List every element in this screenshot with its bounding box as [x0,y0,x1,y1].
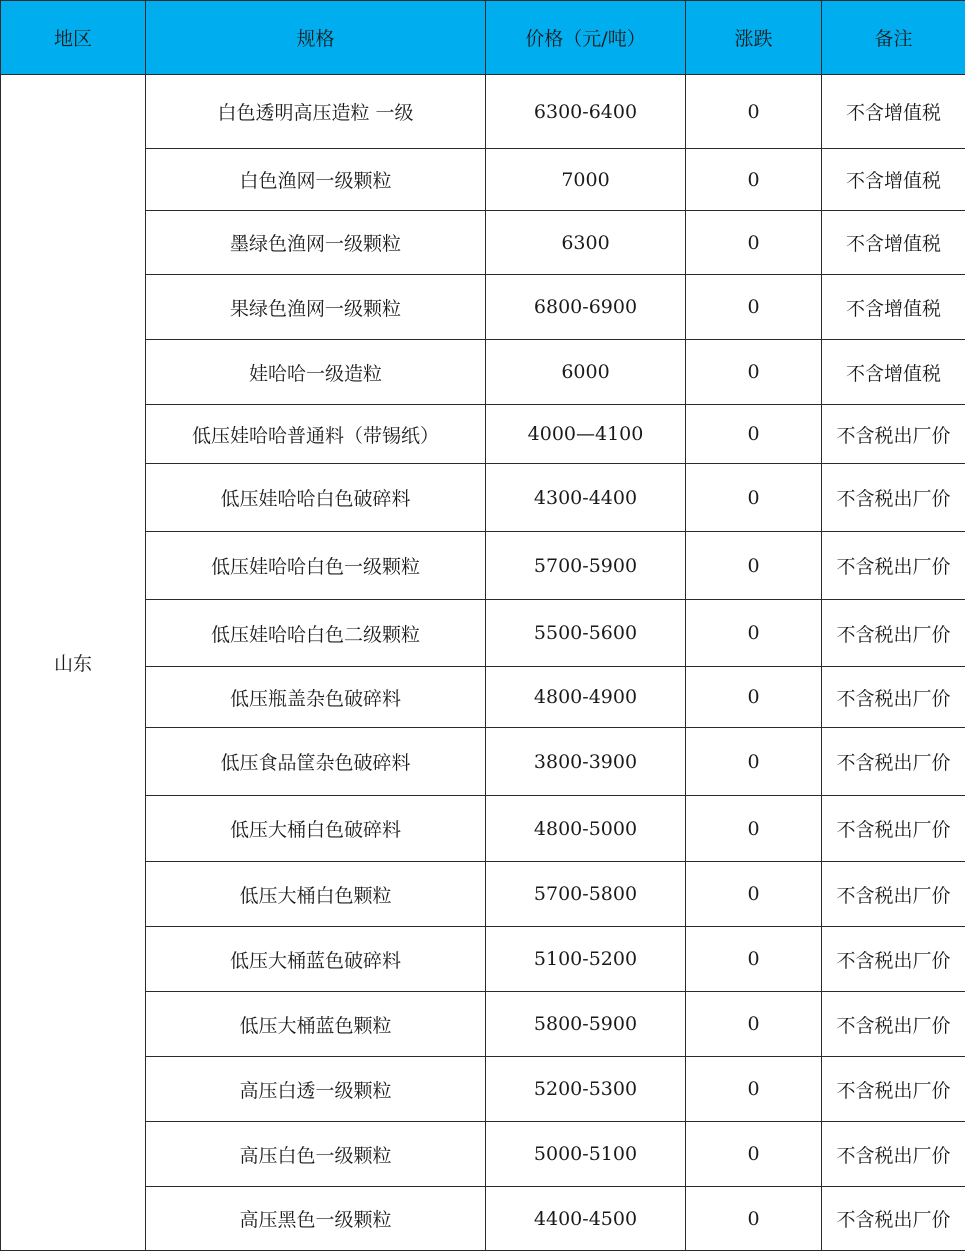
change-cell: 0 [686,405,822,464]
note-cell: 不含税出厂价 [822,862,965,927]
table-row [1,405,965,464]
region-cell: 山东 [1,75,146,1251]
price-cell: 6800-6900 [486,275,686,340]
spec-cell: 果绿色渔网一级颗粒 [146,275,486,340]
note-cell: 不含税出厂价 [822,992,965,1057]
table-row [1,600,965,667]
header-region: 地区 [1,1,146,75]
table-row [1,992,965,1057]
change-cell: 0 [686,667,822,728]
note-cell: 不含税出厂价 [822,405,965,464]
header-price: 价格（元/吨） [486,1,686,75]
table-row [1,1122,965,1187]
price-cell: 6300 [486,211,686,275]
spec-cell: 低压瓶盖杂色破碎料 [146,667,486,728]
price-cell: 5700-5800 [486,862,686,927]
table-row [1,340,965,405]
price-cell: 4000—4100 [486,405,686,464]
change-cell: 0 [686,275,822,340]
spec-cell: 白色透明高压造粒 一级 [146,75,486,149]
table-row [1,927,965,992]
table-row [1,1057,965,1122]
table-row [1,796,965,862]
change-cell: 0 [686,464,822,532]
spec-cell: 低压娃哈哈普通料（带锡纸） [146,405,486,464]
note-cell: 不含税出厂价 [822,1057,965,1122]
table-row [1,464,965,532]
header-change: 涨跌 [686,1,822,75]
note-cell: 不含税出厂价 [822,464,965,532]
table-row [1,75,965,149]
price-cell: 6000 [486,340,686,405]
header-note: 备注 [822,1,965,75]
note-cell: 不含税出厂价 [822,1122,965,1187]
change-cell: 0 [686,600,822,667]
price-cell: 5100-5200 [486,927,686,992]
price-cell: 4400-4500 [486,1187,686,1251]
spec-cell: 娃哈哈一级造粒 [146,340,486,405]
header-spec: 规格 [146,1,486,75]
spec-cell: 低压娃哈哈白色一级颗粒 [146,532,486,600]
table-row [1,667,965,728]
note-cell: 不含税出厂价 [822,1187,965,1251]
note-cell: 不含税出厂价 [822,667,965,728]
spec-cell: 高压白透一级颗粒 [146,1057,486,1122]
change-cell: 0 [686,728,822,796]
price-cell: 6300-6400 [486,75,686,149]
note-cell: 不含税出厂价 [822,927,965,992]
header-row [1,1,965,75]
note-cell: 不含税出厂价 [822,600,965,667]
price-cell: 4300-4400 [486,464,686,532]
change-cell: 0 [686,211,822,275]
change-cell: 0 [686,862,822,927]
change-cell: 0 [686,340,822,405]
spec-cell: 高压白色一级颗粒 [146,1122,486,1187]
change-cell: 0 [686,75,822,149]
change-cell: 0 [686,149,822,211]
spec-cell: 低压大桶白色颗粒 [146,862,486,927]
change-cell: 0 [686,1187,822,1251]
price-cell: 5200-5300 [486,1057,686,1122]
table-row [1,862,965,927]
table-row [1,149,965,211]
note-cell: 不含税出厂价 [822,796,965,862]
change-cell: 0 [686,532,822,600]
spec-cell: 墨绿色渔网一级颗粒 [146,211,486,275]
spec-cell: 高压黑色一级颗粒 [146,1187,486,1251]
table-row [1,211,965,275]
price-cell: 4800-5000 [486,796,686,862]
price-cell: 4800-4900 [486,667,686,728]
note-cell: 不含税出厂价 [822,728,965,796]
spec-cell: 低压大桶白色破碎料 [146,796,486,862]
change-cell: 0 [686,796,822,862]
table-row [1,1187,965,1251]
price-cell: 5000-5100 [486,1122,686,1187]
note-cell: 不含增值税 [822,149,965,211]
spec-cell: 低压娃哈哈白色二级颗粒 [146,600,486,667]
spec-cell: 低压娃哈哈白色破碎料 [146,464,486,532]
spec-cell: 低压食品筐杂色破碎料 [146,728,486,796]
price-cell: 5500-5600 [486,600,686,667]
price-cell: 5800-5900 [486,992,686,1057]
note-cell: 不含增值税 [822,75,965,149]
note-cell: 不含增值税 [822,340,965,405]
table-row [1,275,965,340]
table-row [1,532,965,600]
price-cell: 7000 [486,149,686,211]
change-cell: 0 [686,992,822,1057]
note-cell: 不含增值税 [822,211,965,275]
change-cell: 0 [686,1057,822,1122]
spec-cell: 低压大桶蓝色破碎料 [146,927,486,992]
change-cell: 0 [686,927,822,992]
spec-cell: 白色渔网一级颗粒 [146,149,486,211]
note-cell: 不含税出厂价 [822,532,965,600]
change-cell: 0 [686,1122,822,1187]
price-cell: 3800-3900 [486,728,686,796]
price-cell: 5700-5900 [486,532,686,600]
table-row [1,728,965,796]
spec-cell: 低压大桶蓝色颗粒 [146,992,486,1057]
note-cell: 不含增值税 [822,275,965,340]
